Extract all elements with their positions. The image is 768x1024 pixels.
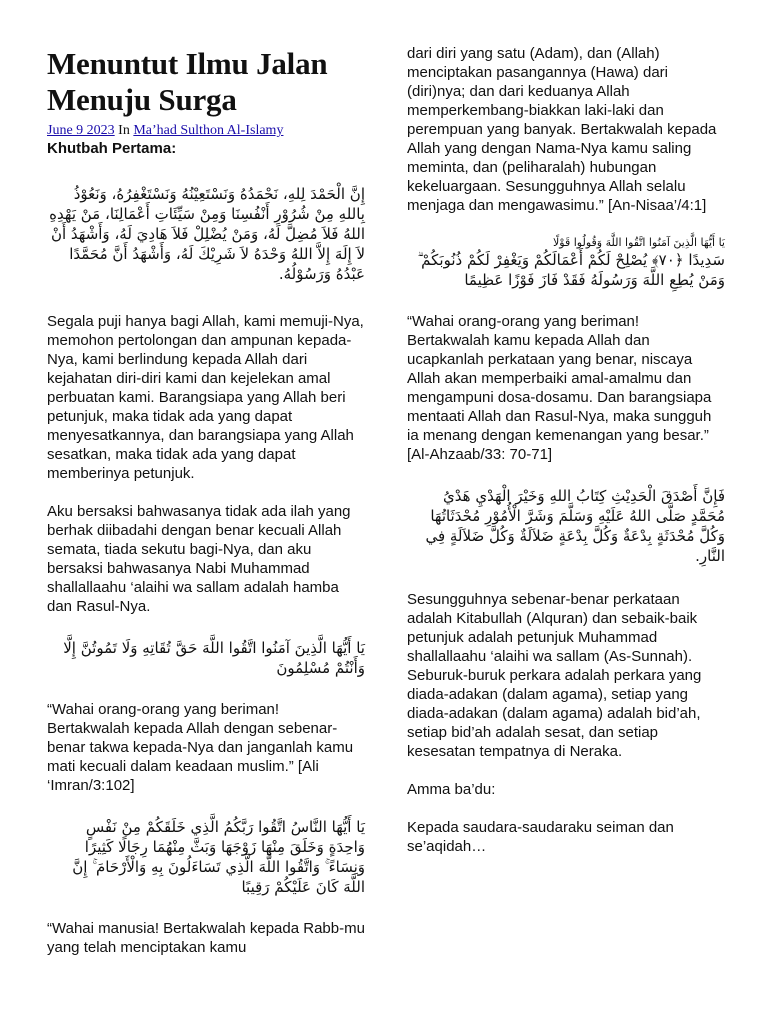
date-link[interactable]: June 9 2023 — [47, 123, 115, 138]
paragraph-ahzaab: “Wahai orang-orang yang beriman! Bertakwalah kamu kepada Allah dan ucapkanlah perkataan yang benar, niscaya Allah akan memperbaiki amal-amalmu dan mengampuni dosa-dosamu. Dan barangsiapa mentaati Allah dan Rasul-Nya, maka sungguh ia menang dengan kemenangan yang besar.” [Al-Ahzaab/33: 70-71] — [407, 313, 712, 463]
paragraph-amma-badu: Amma ba’du: — [407, 781, 496, 798]
article-title: Menuntut Ilmu Jalan Menuju Surga — [47, 46, 328, 117]
section-heading: Khutbah Pertama: — [47, 140, 177, 157]
arabic-ahzaab: سَدِيدًا ﴿٧٠﴾ يُصْلِحْ لَكُمْ أَعْمَالَكُمْ وَيَغْفِرْ لَكُمْ ذُنُوبَكُمْ ۗ وَمَنْ يُطِعِ اللَّهَ وَرَسُولَهُ فَقَدْ فَازَ فَوْزًا عَظِيمًا — [417, 251, 725, 289]
arabic-hadith: فَإِنَّ أَصْدَقَ الْحَدِيْثِ كِتَابُ اللهِ وَخَيْرَ الْهَدْيِ هَدْيُ مُحَمَّدٍ صَلَّى اللهُ عَلَيْهِ وَسَلَّمَ وَشَرَّ الْأُمُوْرِ مُحْدَثَاتُهَا وَكُلَّ مُحْدَثَةٍ بِدْعَةٌ وَكُلَّ بِدْعَةٍ ضَلاَلَةٌ وَكُلَّ ضَلاَلَةٍ فِي النَّارِ. — [425, 487, 725, 565]
arabic-ahzaab-top: يَا أَيُّهَا الَّذِينَ آمَنُوا اتَّقُوا اللَّهَ وَقُولُوا قَوْلًا — [553, 236, 725, 249]
paragraph-an-nisaa-start: “Wahai manusia! Bertakwalah kepada Rabb-mu yang telah menciptakan kamu — [47, 920, 365, 956]
arabic-an-nisaa: يَا أَيُّهَا النَّاسُ اتَّقُوا رَبَّكُمُ الَّذِي خَلَقَكُمْ مِنْ نَفْسٍ وَاحِدَةٍ وَخَلَقَ مِنْهَا زَوْجَهَا وَبَثَّ مِنْهُمَا رِجَالًا كَثِيرًا وَنِسَاءً ۚ وَاتَّقُوا اللَّهَ الَّذِي تَسَاءَلُونَ بِهِ وَالْأَرْحَامَ ۚ إِنَّ اللَّهَ كَانَ عَلَيْكُمْ رَقِيبًا — [72, 818, 365, 896]
arabic-opening: إِنَّ الْحَمْدَ لِلهِ، نَحْمَدُهُ وَنَسْتَعِيْنُهُ وَنَسْتَغْفِرُهُ، وَنَعُوْذُ بِاللهِ مِنْ شُرُوْرِ أَنْفُسِنَا وَمِنْ سَيِّئَاتِ أَعْمَالِنَا، مَنْ يَهْدِهِ اللهُ فَلاَ مُضِلَّ لَهُ، وَمَنْ يُضْلِلْ فَلاَ هَادِيَ لَهُ، وَأَشْهَدُ أَنْ لاَ إِلَهَ إِلاَّ اللهُ وَحْدَهُ لاَ شَرِيْكَ لَهُ، وَأَشْهَدُ أَنَّ مُحَمَّدًا عَبْدُهُ وَرَسُوْلُهُ. — [49, 185, 365, 283]
left-column — [47, 0, 365, 957]
paragraph-praise: Segala puji hanya bagi Allah, kami memuji-Nya, memohon pertolongan dan ampunan kepada-Nya, kami berlindung kepada Allah dari kejahatan diri-diri kami dan kejelekan amal perbuatan kami. Barangsiapa yang Allah beri petunjuk, maka tidak ada yang dapat menyesatkannya, dan barangsiapa yang Allah sesatkan, maka tidak ada yang dapat memberinya petunjuk. — [47, 313, 364, 482]
arabic-ali-imran: يَا أَيُّهَا الَّذِينَ آمَنُوا اتَّقُوا اللَّهَ حَقَّ تُقَاتِهِ وَلَا تَمُوتُنَّ إِلَّا وَأَنْتُمْ مُسْلِمُونَ — [63, 639, 365, 677]
paragraph-ali-imran: “Wahai orang-orang yang beriman! Bertakwalah kepada Allah dengan sebenar-benar takwa kepada-Nya dan janganlah kamu mati kecuali dalam keadaan muslim.” [Ali ‘Imran/3:102] — [47, 701, 354, 794]
paragraph-an-nisaa-end: dari diri yang satu (Adam), dan (Allah) menciptakan pasangannya (Hawa) dari (diri)nya; dan dari keduanya Allah memperkembang-biakkan laki-laki dan perempuan yang banyak. Bertakwalah kepada Allah yang dengan Nama-Nya kamu saling meminta, dan (peliharalah) hubungan kekeluargaan. Sesungguhnya Allah selalu menjaga dan mengawasimu.” [An-Nisaa’/4:1] — [407, 45, 717, 214]
right-column — [407, 44, 725, 856]
paragraph-testimony: Aku bersaksi bahwasanya tidak ada ilah yang berhak diibadahi dengan benar kecuali Allah semata, tiada sekutu bagi-Nya, dan aku bersaksi bahwasanya Nabi Muhammad shallallaahu ‘alaihi wa sallam adalah hamba dan Rasul-Nya. — [47, 503, 351, 615]
category-link[interactable]: Ma’had Sulthon Al-Islamy — [133, 123, 284, 138]
paragraph-closing: Kepada saudara-saudaraku seiman dan se’aqidah… — [407, 819, 674, 855]
in-text: In — [114, 123, 134, 138]
article-meta — [47, 122, 365, 139]
paragraph-hadith: Sesungguhnya sebenar-benar perkataan adalah Kitabullah (Alquran) dan sebaik-baik petunjuk adalah petunjuk Muhammad shallallaahu ‘alaihi wa sallam (As-Sunnah). Seburuk-buruk perkara adalah perkara yang diada-adakan (dalam agama), setiap yang diada-adakan (dalam agama) adalah bid’ah, setiap bid’ah adalah sesat, dan setiap kesesatan tempatnya di Neraka. — [407, 591, 702, 760]
